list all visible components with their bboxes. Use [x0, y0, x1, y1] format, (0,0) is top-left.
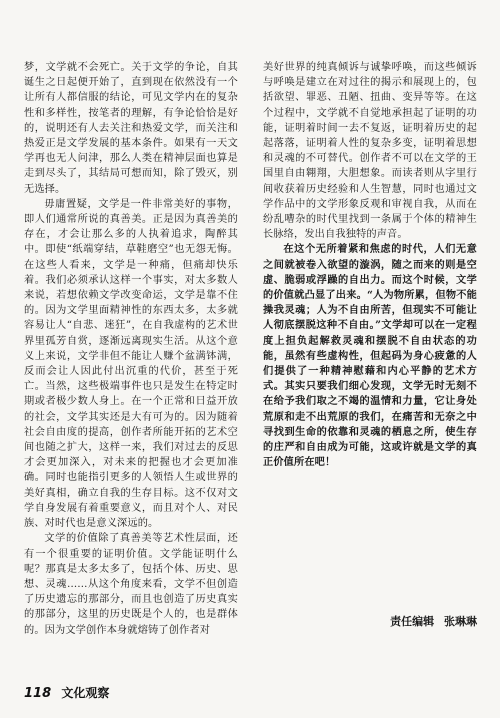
- magazine-name: 文化观察: [61, 686, 110, 700]
- paragraph: 在这个无所着紧和焦虑的时代，人们无意之间就被卷入欲望的漩涡，随之而来的则是空虚、脆弱或浮躁的自出力。而这个时候，文学的价值就凸显了出来。“人为物所累，但物不能操我灵魂；人为不自由所苦，但现实不可能让人彻底摆脱这种不自由。”文学却可以在一定程度上担负起解救灵魂和摆脱不自由状态的功能，虽然有些虚构性，但起码为身心疲惫的人们提供了一种精神慰藉和内心平静的艺术方式。其实只要我们细心发现，文学无时无刻不在给予我们取之不竭的温情和力量，它让身处荒原和走不出荒原的我们，在痛苦和无奈之中寻找到生命的依靠和灵魂的栖息之所，使生存的庄严和自由成为可能，这或许就是文学的真正价值所在吧！: [263, 243, 477, 469]
- page-number: 118: [24, 686, 52, 701]
- left-text-column: [24, 60, 238, 670]
- page-footer: [24, 684, 109, 701]
- paragraph: 美好世界的纯真倾诉与诚挚呼唤，而这些倾诉与呼唤是建立在对过往的揭示和展现上的，包括欲望、罪恶、丑陋、扭曲、变异等等。在这个过程中，文学就不自觉地承担起了证明的功能，证明着时间一去不复返，证明着历史的起起落落，证明着人性的复杂多变，证明着思想和灵魂的不可替代。创作者不可以在文学的王国里自由翱翔，大胆想象。而读者则从字里行间收获着历史经验和人生智慧，同时也通过文学作品中的文学形象反观和审视自我，从而在纷乱嘈杂的时代里找到一条属于个体的精神生长脉络，发出自我独特的声音。: [263, 62, 477, 241]
- paragraph: 梦，文学就不会死亡。关于文学的争论，自其诞生之日起便开始了，直到现在依然没有一个让所有人都信服的结论，可见文学内在的复杂性和多样性，按笔者的理解，有争论恰恰是好的，说明还有人去关注和热爱文学，而关注和热爱正是文学发展的基本条件。如果有一天文学再也无人问津，那么人类在精神层面也算是走到尽头了，其结局可想而知，除了毁灭，别无选择。: [24, 62, 238, 195]
- editor-role: 责任编辑: [390, 615, 435, 628]
- editor-credit: [263, 613, 477, 629]
- paragraph: 毋庸置疑，文学是一件非常美好的事物，即人们通常所说的真善美。正是因为真善美的存在，才会让那么多的人执着追求，陶醉其中。即使“纸端穿结，草鞋磨空”也无怨无悔。在这些人看来，文学是一种痛，但痛却快乐着。我们必须承认这样一个事实，对太多数人来说，若想依赖文学改变命运，文学是靠不住的。因为文学里面精神性的东西太多，太多就容易让人“自悲、迷狂”，在自我虚构的艺术世界里孤芳自赏，逐渐远离现实生活。从这个意义上来说，文学非但不能让人赚个盆满钵满，反而会让人因此付出沉重的代价，甚至于死亡。当然，这些极端事件也只是发生在特定时期或者极少数人身上。在一个正常和日益开放的社会，文学其实还是大有可为的。因为随着社会自由度的提高，创作者所能开拓的艺术空间也随之扩大，这样一来，我们对过去的反思才会更加深入，对未来的把握也才会更加准确。同时也能指引更多的人领悟人生或世界的美好真相，确立自我的生存目标。这不仅对文学自身发展有着重要意义，而且对个人、对民族、对时代也是意义深远的。: [24, 198, 238, 530]
- editor-name: 张琳琳: [444, 615, 477, 628]
- right-text-column: [263, 60, 477, 620]
- paragraph: 文学的价值除了真善美等艺术性层面，还有一个很重要的证明价值。文学能证明什么呢？那真是太多太多了，包括个体、历史、思想、灵魂……从这个角度来看，文学不但创造了历史遗忘的那部分，而且也创造了历史真实的那部分，这里的历史既是个人的，也是群体的。因为文学创作本身就熔铸了创作者对: [24, 533, 238, 636]
